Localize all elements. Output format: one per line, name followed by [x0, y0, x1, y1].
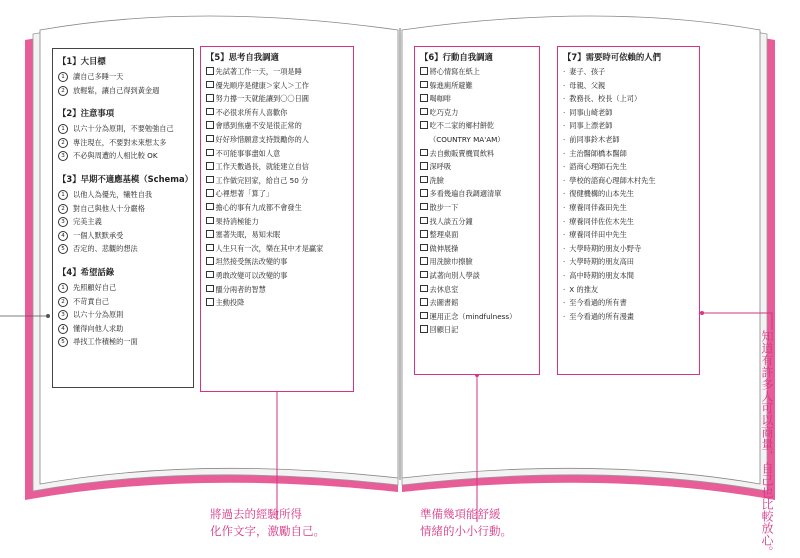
checklist-item: 果持消極能力 [206, 215, 348, 229]
support-people-box [557, 46, 700, 375]
bullet-icon: · [563, 134, 566, 144]
checklist-item: 人生只有一次，樂在其中才是贏家 [206, 242, 348, 256]
checkbox-icon [206, 176, 214, 184]
checklist-item: 不必很求所有人喜歡你 [206, 106, 348, 120]
checklist-item: 坦然接受無法改變的事 [206, 255, 348, 269]
list-item: 3 完美主義 [58, 215, 188, 229]
checkbox-icon [420, 217, 428, 225]
checklist-item: 勇敢改變可以改變的事 [206, 269, 348, 283]
checklist-item: 不可能事事盡如人意 [206, 147, 348, 161]
checklist-item: 深呼吸 [420, 160, 534, 174]
checklist-item: 去圖書館 [420, 296, 534, 310]
section-2 [58, 107, 188, 163]
checkbox-icon [206, 149, 214, 157]
caption-left: 將過去的經驗所得 化作文字，激勵自己。 [210, 507, 325, 538]
checkbox-icon [206, 298, 214, 306]
list-item: · 同事上漂老師 [563, 121, 613, 131]
checkbox-icon [206, 81, 214, 89]
bullet-icon: · [563, 216, 566, 226]
checkbox-icon [206, 135, 214, 143]
checkbox-icon [420, 149, 428, 157]
list-item: 2 放輕鬆，讓自己得到黃金週 [58, 84, 188, 98]
checklist-item: 努力撐一天就能讓到〇〇日圓 [206, 92, 348, 106]
list-item: · 同事山崎老師 [563, 107, 613, 117]
checklist-item: 去自動販賣機買飲料 [420, 147, 534, 161]
checklist-item: 好好珍惜願意支持鼓勵你的人 [206, 133, 348, 147]
section-7-title: 【7】需要時可依賴的人們 [563, 52, 661, 62]
checklist-item: 主動投降 [206, 296, 348, 310]
list-item: · 學校的諮商心理師木村先生 [563, 175, 656, 185]
checkbox-icon [420, 230, 428, 238]
checklist-item: 將心情寫在紙上 [420, 65, 534, 79]
list-item: · 大學時期的朋友高田 [563, 257, 634, 267]
checkbox-icon [206, 271, 214, 279]
checkbox-icon [420, 94, 428, 102]
section-4 [58, 266, 188, 349]
checkbox-icon [206, 257, 214, 265]
checklist-item: 做伸展操 [420, 242, 534, 256]
bullet-icon: · [563, 175, 566, 185]
bullet-icon: · [563, 270, 566, 280]
caption-right: 知道有許多人可以商量，自己也比較放心。 [760, 330, 774, 558]
checkbox-icon [206, 121, 214, 129]
checkbox-icon [420, 121, 428, 129]
checklist-item: 回顧日記 [420, 323, 534, 337]
section-3-title: 【3】早期不適應基模（Schema） [58, 173, 193, 184]
checklist-item: 整理桌面 [420, 228, 534, 242]
caption-middle: 準備幾項能舒緩 情緒的小小行動。 [420, 507, 512, 538]
list-item: · 前同事鈴木老師 [563, 134, 620, 144]
checklist-item: 心裡想著「算了」 [206, 187, 348, 201]
list-item: 4 一個人默默承受 [58, 229, 188, 243]
checkbox-icon [206, 203, 214, 211]
list-item: · 主治醫師橋本醫師 [563, 148, 627, 158]
list-item: · 教務長、校長（上司） [563, 94, 642, 104]
list-item: 4 懂得向他人求助 [58, 322, 188, 336]
checkbox-icon [420, 285, 428, 293]
checkbox-icon [420, 162, 428, 170]
checkbox-icon [420, 244, 428, 252]
bullet-icon: · [563, 284, 566, 294]
bullet-icon: · [563, 298, 566, 308]
checkbox-icon [420, 325, 428, 333]
checkbox-icon [206, 162, 214, 170]
checkbox-icon [206, 94, 214, 102]
checkbox-icon [206, 217, 214, 225]
checklist-item: 洗臉 [420, 174, 534, 188]
checkbox-icon [420, 271, 428, 279]
checklist-item: 擔心的事有九成都不會發生 [206, 201, 348, 215]
bullet-icon: · [563, 94, 566, 104]
list-item: · 復健機構的山本先生 [563, 189, 634, 199]
checkbox-icon [420, 189, 428, 197]
checklist-item: 吃不二家的鄉村餅乾 [420, 119, 534, 133]
checklist-item: 多看幾遍自我調適清單 [420, 187, 534, 201]
list-item: · 至今看過的所有書 [563, 298, 627, 308]
list-item: 2 不苛責自己 [58, 295, 188, 309]
goals-box [52, 48, 194, 388]
list-item: 3 以六十分為原則 [58, 308, 188, 322]
bullet-icon: · [563, 202, 566, 212]
list-item: · 療養同伴森田先生 [563, 202, 627, 212]
checklist-item: 試著向別人學談 [420, 269, 534, 283]
checkbox-icon [206, 244, 214, 252]
list-item: · 妻子、孩子 [563, 67, 606, 76]
checkbox-icon [420, 257, 428, 265]
list-item: 1 以他人為優先，犧牲自我 [58, 188, 188, 202]
section-6-title: 【6】行動自我調適 [420, 52, 493, 62]
checklist-item: 用洗臉巾擦臉 [420, 255, 534, 269]
checkbox-icon [420, 312, 428, 320]
list-item: · 諮商心理師石先生 [563, 162, 627, 172]
section-1 [58, 55, 188, 97]
checklist-item: 會感到焦慮不安是很正常的 [206, 119, 348, 133]
checkbox-icon [420, 108, 428, 116]
checklist-item: 優先順序是健康＞家人＞工作 [206, 79, 348, 93]
bullet-icon: · [563, 257, 566, 267]
list-item: 1 讀自己多睡一天 [58, 70, 188, 84]
checklist-item: 工作做完回家，給自己 50 分 [206, 174, 348, 188]
list-item: 3 不必與周遭的人相比較 OK [58, 149, 188, 163]
checklist-item: 工作天數過長，就能建立自信 [206, 160, 348, 174]
section-5-title: 【5】思考自我調適 [206, 52, 279, 62]
checklist-item: 散步一下 [420, 201, 534, 215]
checkbox-icon [206, 285, 214, 293]
checkbox-icon [206, 108, 214, 116]
checkbox-icon [420, 203, 428, 211]
checklist-item: 躲進廁所避難 [420, 79, 534, 93]
list-item: 5 否定的、悲觀的想法 [58, 242, 188, 256]
bullet-icon: · [563, 121, 566, 131]
checkbox-icon [206, 189, 214, 197]
checkbox-icon [420, 67, 428, 75]
list-item: 5 尋找工作積極的一面 [58, 335, 188, 349]
section-2-title: 【2】注意事項 [58, 108, 115, 119]
checkbox-icon [206, 230, 214, 238]
bullet-icon: · [563, 80, 566, 90]
action-coping-box [414, 46, 540, 375]
bullet-icon: · [563, 243, 566, 253]
list-item: · 至今看過的所有漫畫 [563, 311, 634, 321]
list-item: · 大學時期的朋友小野寺 [563, 243, 642, 253]
list-item: · 高中時期的朋友本間 [563, 270, 634, 280]
checkbox-icon [206, 67, 214, 75]
bullet-icon: · [563, 148, 566, 158]
checklist-item: 找人談五分鐘 [420, 215, 534, 229]
checklist-item: 吃巧克力 [420, 106, 534, 120]
bullet-icon: · [563, 230, 566, 240]
list-item: 1 先照顧好自己 [58, 281, 188, 295]
list-item: 2 專注現在，不要對未來想太多 [58, 136, 188, 150]
checklist-item: 醞分兩者的智慧 [206, 283, 348, 297]
checklist-item: 去休息室 [420, 283, 534, 297]
list-item: 2 對自己與他人十分嚴格 [58, 202, 188, 216]
checklist-item-continued: （COUNTRY MA'AM） [429, 134, 505, 144]
list-item: · 療養同伴佐佐木先生 [563, 216, 634, 226]
bullet-icon: · [563, 189, 566, 199]
section-1-title: 【1】大目標 [58, 56, 106, 66]
list-item: · X 的推友 [563, 284, 599, 294]
section-4-title: 【4】希望話錄 [58, 266, 115, 277]
section-3 [58, 173, 193, 256]
bullet-icon: · [563, 107, 566, 117]
bullet-icon: · [563, 311, 566, 321]
bullet-icon: · [563, 67, 566, 76]
bullet-icon: · [563, 162, 566, 172]
list-item: · 母親、父親 [563, 80, 606, 90]
checklist-item: 運用正念（mindfulness） [420, 310, 534, 324]
checklist-item: 塞著失眠，易知未眠 [206, 228, 348, 242]
checkbox-icon [420, 176, 428, 184]
checklist-item: 喝咖啡 [420, 92, 534, 106]
thought-coping-box [200, 46, 354, 392]
checkbox-icon [420, 81, 428, 89]
checkbox-icon [420, 298, 428, 306]
list-item: · 療養同伴田中先生 [563, 230, 627, 240]
checklist-item: 先試著工作一天，一項是睡 [206, 65, 348, 79]
list-item: 1 以六十分為原則，不要勉強自己 [58, 122, 188, 136]
